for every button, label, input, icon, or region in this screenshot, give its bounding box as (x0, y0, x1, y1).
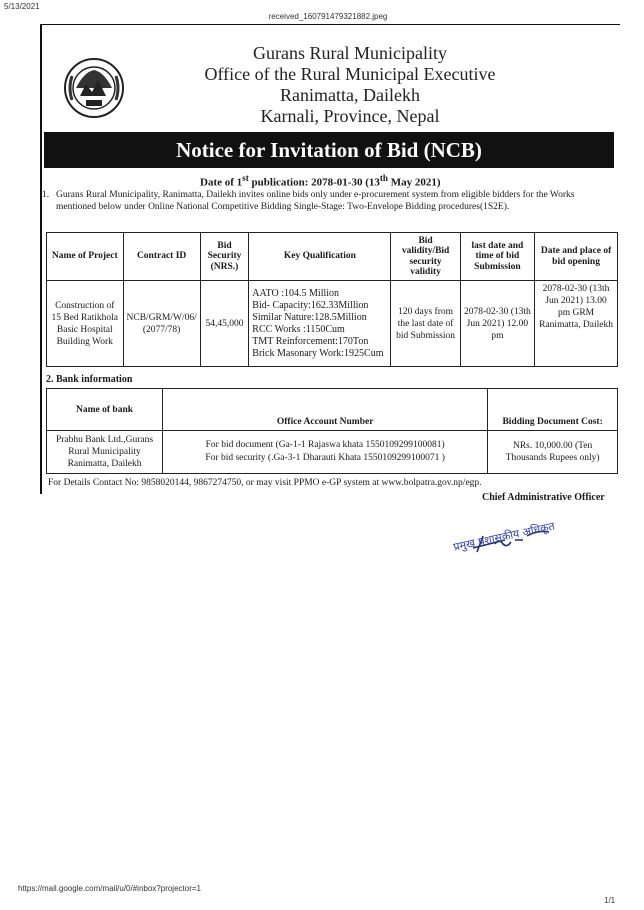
intro-number: 1. (42, 190, 50, 200)
intro-paragraph (42, 190, 616, 213)
bid-opening: 2078-02-30 (13th Jun 2021) 13.00 pm GRM Ranimatta, Dailekh (535, 281, 618, 367)
bid-security-account: For bid security (.Ga-3-1 Dharauti Khata 1550109299100071 ) (205, 453, 445, 463)
qualification-item: Similar Nature:128.5Million (252, 311, 367, 323)
col-bid-validity: Bid validity/Bid security validity (391, 233, 460, 281)
qualification-item: AATO :104.5 Million (252, 287, 340, 299)
bid-table (46, 232, 618, 367)
document-cost: NRs. 10,000.00 (Ten Thousands Rupees only) (488, 431, 618, 474)
bid-security: 54,45,000 (200, 281, 249, 367)
contract-id: NCB/GRM/W/06/ (2077/78) (123, 281, 200, 367)
bank-section-heading: 2. Bank information (46, 374, 133, 385)
bank-table (46, 388, 618, 474)
nepal-emblem-logo (62, 56, 126, 120)
print-footer-url: https://mail.google.com/mail/u/0/#inbox?projector=1 (18, 884, 201, 893)
qualification-item: TMT Reinforcement:170Ton (252, 335, 369, 347)
col-last-date: last date and time of bid Submission (460, 233, 534, 281)
key-qualification-list (249, 281, 391, 367)
bank-name: Prabhu Bank Ltd.,Gurans Rural Municipality Ranimatta, Dailekh (47, 431, 163, 474)
account-numbers (163, 431, 488, 474)
document-top-border (40, 24, 620, 25)
qualification-item: Bid- Capacity:162.33Million (252, 299, 369, 311)
bid-table-header-row (47, 233, 618, 281)
submission-deadline: 2078-02-30 (13th Jun 2021) 12.00 pm (460, 281, 534, 367)
print-date: 5/13/2021 (4, 2, 40, 11)
col-bid-security: Bid Security (NRS.) (200, 233, 249, 281)
print-page-number: 1/1 (604, 896, 616, 905)
contact-details: For Details Contact No: 9858020144, 9867274750, or may visit PPMO e-GP system at www.bolpatra.gov.np/egp. (48, 478, 482, 488)
org-location: Ranimatta, Dailekh (280, 85, 420, 105)
signatory-title: Chief Administrative Officer (482, 492, 605, 503)
print-file-title: received_160791479321882.jpeg (268, 12, 388, 21)
publication-date: Date of 1st publication: 2078-01-30 (13th May 2021) (200, 173, 441, 189)
org-name: Gurans Rural Municipality (253, 43, 447, 63)
document-left-border (40, 24, 42, 494)
col-contract-id: Contract ID (123, 233, 200, 281)
bank-table-header-row (47, 389, 618, 431)
table-row (47, 431, 618, 474)
intro-text: Gurans Rural Municipality, Ranimatta, Dailekh invites online bids only under e-procurement system from eligible bidders for the Works mentioned below under Online National Competitive Bidding Single-Stage: Two-Envelope Bidding procedures(1S2E). (56, 190, 575, 212)
col-key-qualification: Key Qualification (249, 233, 391, 281)
col-document-cost: Bidding Document Cost: (488, 389, 618, 431)
qualification-item: RCC Works :1150Cum (252, 323, 345, 335)
org-province: Karnali, Province, Nepal (260, 106, 440, 126)
col-account-number: Office Account Number (163, 389, 488, 431)
bid-document-account: For bid document (Ga-1-1 Rajaswa khata 1550109299100081) (205, 440, 445, 450)
col-name-of-bank: Name of bank (47, 389, 163, 431)
notice-title-banner: Notice for Invitation of Bid (NCB) (44, 132, 614, 168)
col-bid-opening: Date and place of bid opening (535, 233, 618, 281)
bid-validity: 120 days from the last date of bid Submission (391, 281, 460, 367)
qualification-item: Brick Masonary Work:1925Cum (252, 347, 384, 359)
official-stamp-text: प्रमुख प्रशासकीय अधिकृत (452, 519, 556, 554)
col-name-of-project: Name of Project (47, 233, 124, 281)
org-office: Office of the Rural Municipal Executive (204, 64, 496, 84)
table-row (47, 281, 618, 367)
project-name: Construction of 15 Bed Ratikhola Basic Hospital Building Work (47, 281, 124, 367)
